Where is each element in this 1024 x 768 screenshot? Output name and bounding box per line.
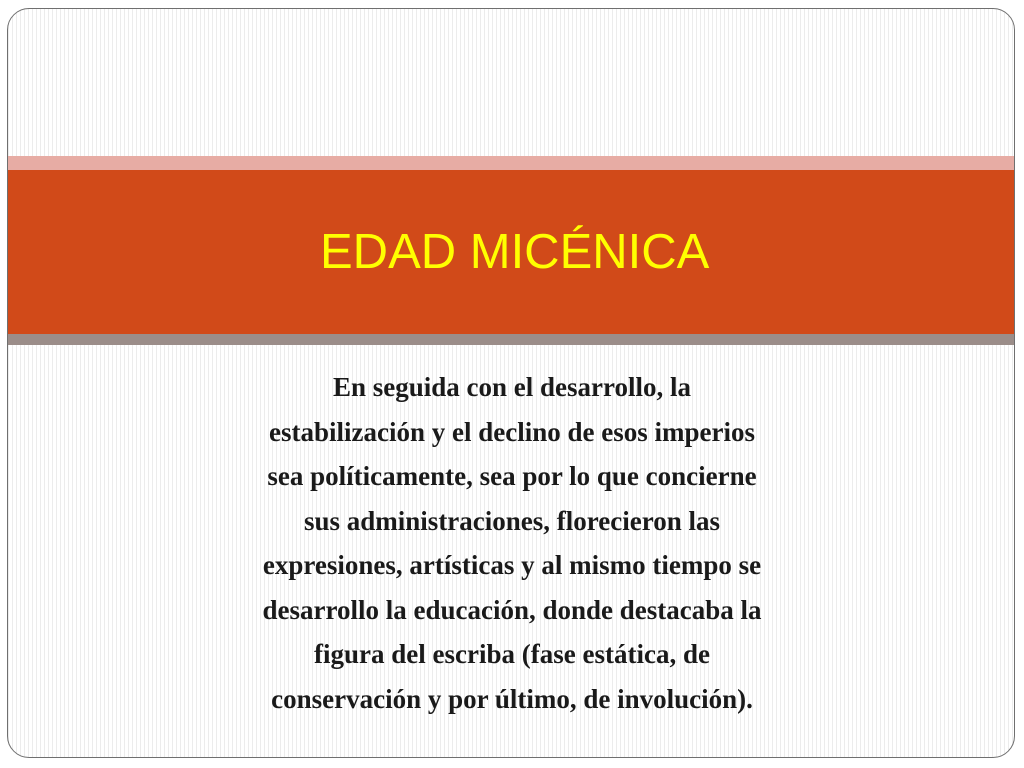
slide (7, 8, 1015, 758)
title-accent-band-bottom (8, 334, 1014, 345)
slide-title: EDAD MICÉNICA (320, 225, 710, 279)
body-line: sea políticamente, sea por lo que concierne (267, 461, 757, 491)
slide-body-text (128, 365, 896, 721)
body-line: estabilización y el declino de esos imperios (269, 416, 755, 447)
body-line: sus administraciones, florecieron las (304, 505, 720, 536)
body-line: expresiones, artísticas y al mismo tiempo se (262, 550, 762, 580)
body-line: En seguida con el desarrollo, la (332, 372, 692, 402)
title-accent-band-top (8, 156, 1014, 170)
body-line: desarrollo la educación, donde destacaba la (262, 594, 762, 625)
body-line: conservación y por último, de involución). (271, 683, 753, 714)
body-line: figura del escriba (fase estática, de (314, 639, 710, 669)
